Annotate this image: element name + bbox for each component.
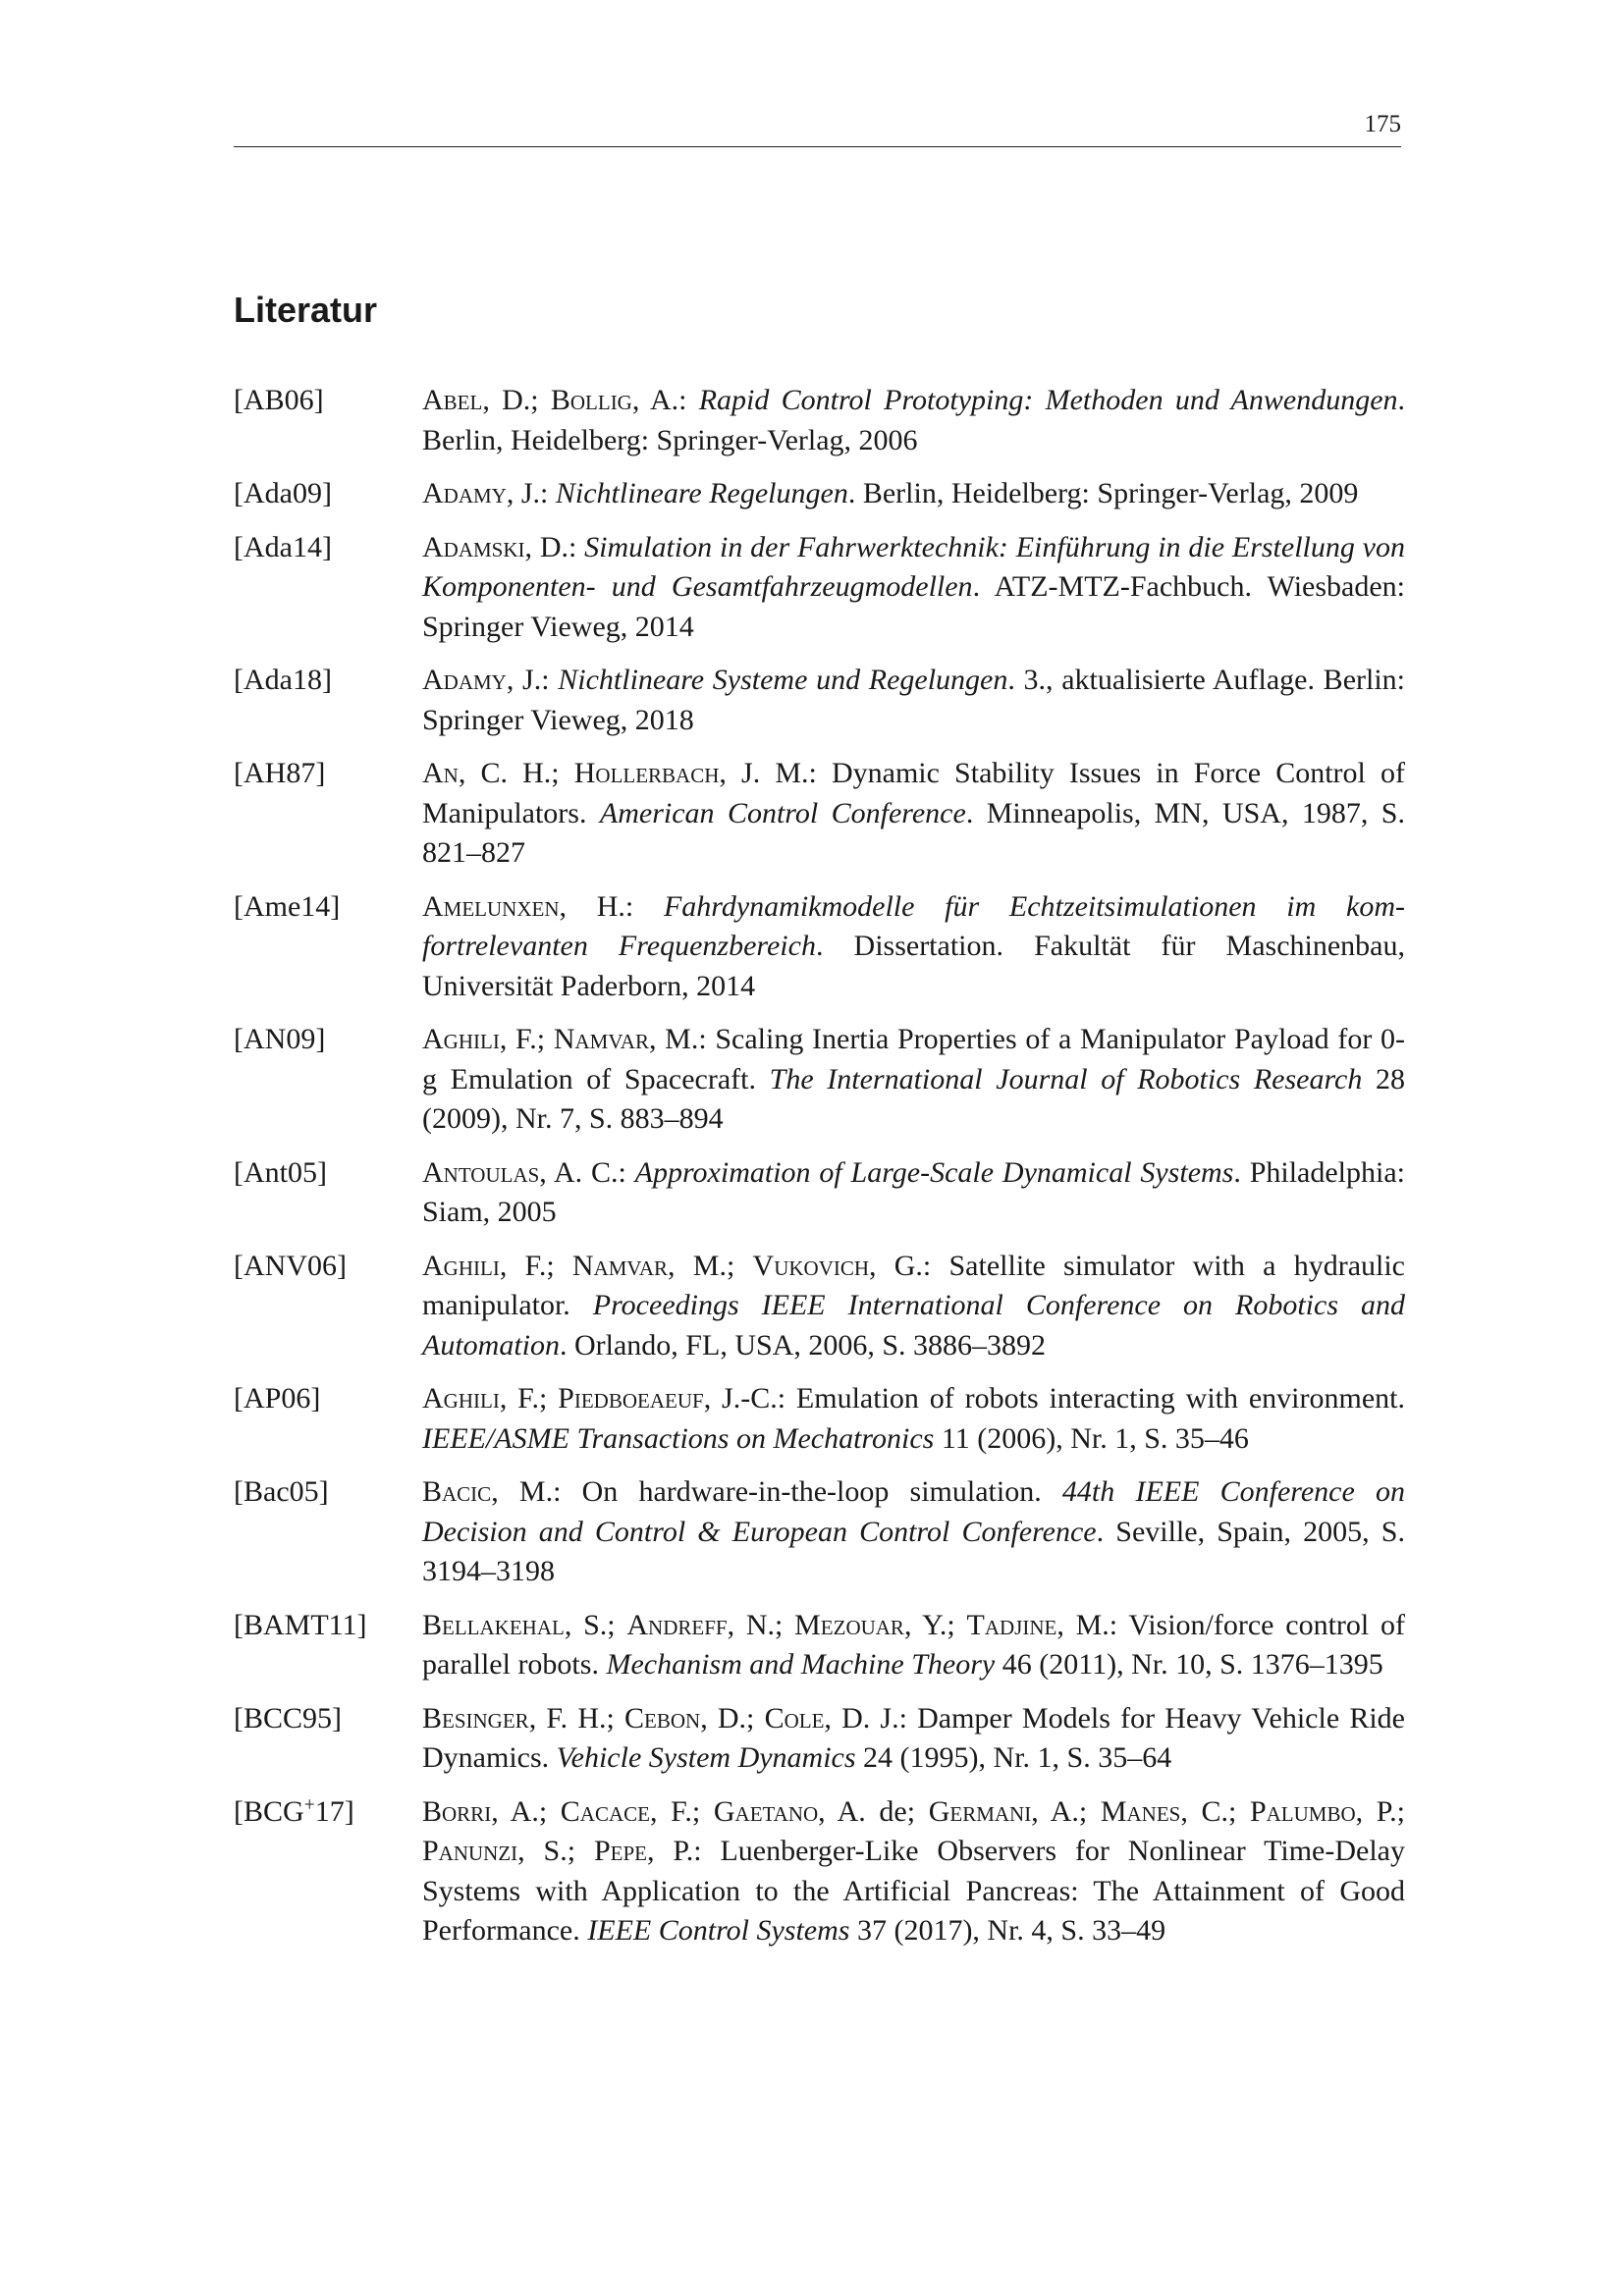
reference-author: Germani [928,1794,1032,1828]
reference-entry [234,474,1405,514]
reference-author: Adamy [422,477,507,509]
reference-author: Bellakehal [422,1608,565,1641]
reference-key: [BCC95] [234,1701,343,1735]
reference-detail: 24 (1995), Nr. 1, S. 35–64 [855,1741,1172,1774]
reference-author: Tadjine [966,1608,1057,1641]
reference-entry [234,887,1405,1007]
reference-key: [Ame14] [234,889,341,923]
reference-text [422,1247,1405,1366]
reference-author: Aghili [422,1382,500,1415]
reference-detail: . Berlin, Heidelberg: Springer-Verlag, 2006 [422,384,1406,456]
reference-entry [234,1472,1405,1592]
reference-detail: , F.; [499,1382,559,1415]
reference-entry [234,1020,1405,1140]
reference-title: IEEE/ASME Transactions on Mechatronics [422,1421,935,1455]
reference-detail: , D.; [700,1701,765,1735]
reference-title: Simulation in der Fahrwerktechnik: Einführung in die Erstellung von Komponenten- und Gesamtfahrzeugmodellen [422,530,1406,603]
reference-text [422,1606,1405,1685]
reference-author: Adamski [422,530,525,563]
reference-key: [BAMT11] [234,1608,367,1641]
reference-author: An [422,757,459,789]
reference-detail: , P.; [1355,1794,1405,1828]
reference-title: Approximation of Large-Scale Dynamical Systems [634,1155,1234,1189]
reference-text [422,887,1405,1007]
reference-title: Vehicle System Dynamics [556,1741,856,1774]
reference-key: [Ada14] [234,530,332,563]
reference-title: Nichtlineare Regelungen [555,477,848,509]
reference-text [422,1699,1405,1779]
reference-author: Gaetano [713,1794,819,1828]
reference-detail: 46 (2011), Nr. 10, S. 1376–1395 [995,1648,1383,1681]
reference-entry [234,661,1405,740]
reference-author: Besinger [422,1701,529,1735]
reference-title: The International Journal of Robotics Research [769,1062,1363,1095]
reference-title: Fahrdynamikmodelle für Echtzeitsimulationen im komfortrelevanten Frequenzbereich [422,889,1405,962]
reference-detail: , M.: On hardware-in-the-loop simulation. [491,1475,1062,1508]
reference-key: [Bac05] [234,1475,329,1508]
reference-text [422,1153,1405,1233]
reference-entry [234,1699,1405,1779]
reference-detail: , A. C.: [539,1155,635,1189]
reference-author: Antoulas [422,1155,540,1189]
reference-author: Cacace [560,1794,650,1828]
reference-detail: , M.: Scaling Inertia Properties of a Manipulator Payload for 0-g Emulation of Spacecraft. [422,1023,1405,1095]
reference-text [422,1472,1405,1592]
reference-detail: 28 (2009), Nr. 7, S. 883–894 [422,1062,1405,1135]
reference-detail: . Minneapolis, MN, USA, 1987, S. 821–827 [422,796,1405,869]
reference-title: American Control Conference [599,796,966,829]
reference-author: Adamy [422,664,507,696]
section-title: Literatur [234,290,378,330]
reference-detail: . 3., aktualisierte Auflage. Berlin: Springer Vieweg, 2018 [422,664,1405,736]
reference-entry [234,1792,1405,1951]
reference-key: [ANV06] [234,1249,347,1282]
reference-key [234,1792,422,1833]
reference-title: 44th IEEE Conference on Decision and Control & European Control Conference [422,1475,1405,1548]
reference-detail: , F. H.; [528,1701,625,1735]
reference-text [422,1792,1405,1951]
reference-detail: , F.; [499,1023,554,1055]
reference-author: Amelunxen [422,889,560,923]
reference-author: Piedboeaeuf [558,1382,704,1415]
reference-key: [Ant05] [234,1155,327,1189]
reference-text [422,381,1405,460]
reference-detail: , J. M.: Dynamic Stability Issues in Force Control of Manipulators. [422,757,1405,829]
reference-key: [AH87] [234,757,326,789]
reference-text [422,1020,1405,1140]
reference-detail: , S.; [564,1608,627,1641]
reference-entry [234,1606,1405,1685]
reference-author: Abel [422,384,483,416]
reference-text [422,1379,1405,1459]
reference-author: Cebon [624,1701,701,1735]
reference-key: [Ada09] [234,477,332,509]
reference-detail: , A.: [631,384,699,416]
reference-detail: , M.; [668,1249,753,1282]
reference-title: Proceedings IEEE International Conference on Robotics and Automation [422,1289,1405,1362]
reference-detail: , F.; [649,1794,714,1828]
reference-title: Mechanism and Machine Theory [606,1648,996,1681]
reference-detail: , S.; [517,1835,594,1867]
reference-detail: , A.; [491,1794,561,1828]
reference-entry [234,528,1405,648]
reference-author: Borri [422,1794,492,1828]
reference-detail: , D.; [482,384,551,416]
reference-entry [234,1153,1405,1233]
reference-text [422,661,1405,740]
reference-author: Bollig [550,384,632,416]
reference-key: [AN09] [234,1023,326,1055]
reference-detail: , C.; [1180,1794,1250,1828]
reference-detail: , G.: Satellite simulator with a hydraulic manipulator. [422,1249,1405,1321]
reference-detail: , N.; [727,1608,795,1641]
reference-author: Hollerbach [573,757,720,789]
reference-detail: . Seville, Spain, 2005, S. 3194–3198 [422,1515,1405,1587]
reference-text [422,754,1405,874]
header-rule [234,146,1401,147]
reference-detail: . Berlin, Heidelberg: Springer-Verlag, 2009 [847,477,1359,509]
reference-detail: , C. H.; [458,757,574,789]
reference-title: Nichtlineare Systeme und Regelungen [558,664,1008,696]
reference-title: IEEE Control Systems [587,1914,850,1947]
reference-author: Cole [764,1701,825,1735]
reference-detail: , P.: Luenberger-Like Observers for Nonlinear Time-Delay Systems with Application to the Artificial Pancreas: The Attainment of Good Performance. [422,1835,1405,1947]
reference-detail: , H.: [559,889,664,923]
reference-detail: , D.: [524,530,585,563]
reference-detail: , F.; [499,1249,572,1282]
reference-author: Palumbo [1249,1794,1356,1828]
reference-detail: , M.: Vision/force control of parallel robots. [422,1608,1405,1681]
reference-detail: , D. J.: Damper Models for Heavy Vehicle Ride Dynamics. [422,1701,1405,1774]
reference-detail: , A.; [1031,1794,1101,1828]
reference-author: Andreff [626,1608,728,1641]
reference-detail: , Y.; [903,1608,967,1641]
reference-author: Namvar [571,1249,669,1282]
reference-detail: 37 (2017), Nr. 4, S. 33–49 [849,1914,1166,1947]
reference-entry [234,754,1405,874]
reference-author: Panunzi [422,1835,518,1867]
reference-author: Vukovich [752,1249,870,1282]
reference-detail: . Philadelphia: Siam, 2005 [422,1155,1406,1228]
reference-key-end: 17] [314,1794,354,1828]
reference-key: [Ada18] [234,664,332,696]
reference-detail: , J.: [506,664,559,696]
reference-entry [234,1247,1405,1366]
reference-author: Manes [1100,1794,1181,1828]
reference-detail: , J.-C.: Emulation of robots interacting with environment. [703,1382,1405,1415]
reference-entry [234,381,1405,460]
reference-key: [AB06] [234,384,324,416]
reference-detail: . Dissertation. Fakultät für Maschinenbau, Universität Paderborn, 2014 [422,930,1405,1002]
reference-entry [234,1379,1405,1459]
reference-detail: , A. de; [818,1794,929,1828]
reference-list [234,381,1405,1965]
reference-author: Pepe [593,1835,647,1867]
reference-title: Rapid Control Prototyping: Methoden und Anwendungen [698,384,1398,416]
page-number: 175 [1364,111,1401,137]
reference-key-base: [BCG [234,1794,304,1828]
reference-text [422,474,1405,514]
reference-author: Aghili [422,1249,500,1282]
reference-detail: 11 (2006), Nr. 1, S. 35–46 [934,1421,1249,1455]
reference-author: Namvar [553,1023,649,1055]
reference-detail: . ATZ-MTZ-Fachbuch. Wiesbaden: Springer Vieweg, 2014 [422,570,1405,643]
reference-author: Aghili [422,1023,500,1055]
reference-text [422,528,1405,648]
reference-detail: . Orlando, FL, USA, 2006, S. 3886–3892 [560,1328,1047,1362]
reference-author: Bacic [422,1475,492,1508]
reference-key: [AP06] [234,1382,321,1415]
reference-key-superscript: + [303,1793,315,1815]
reference-detail: , J.: [506,477,556,509]
reference-author: Mezouar [794,1608,904,1641]
